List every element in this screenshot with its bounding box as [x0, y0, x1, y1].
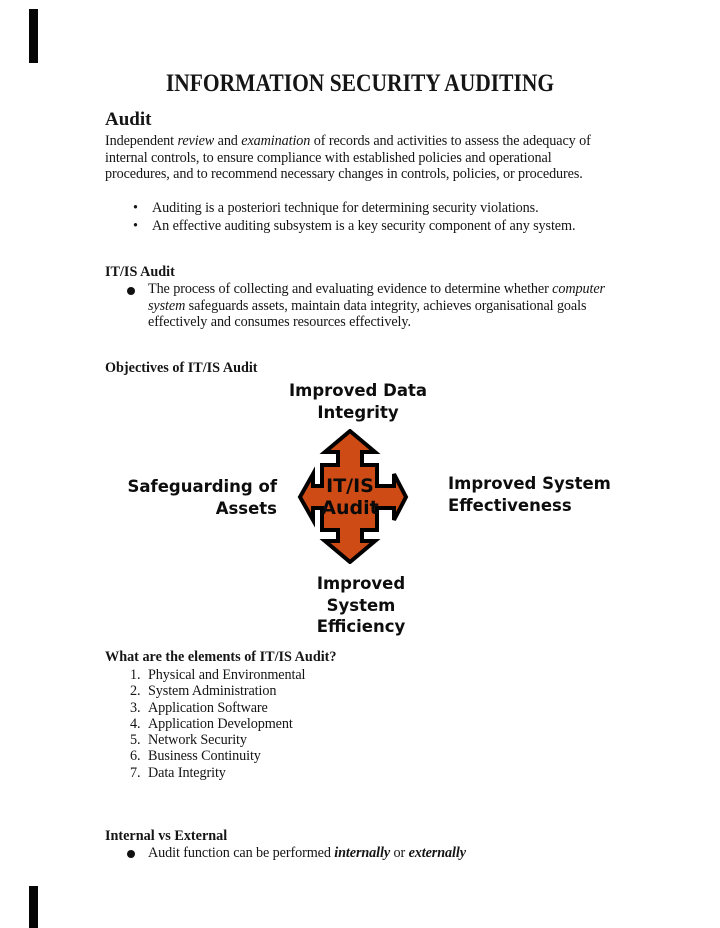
elements-numbered-list — [105, 667, 305, 781]
diagram-label-left: Safeguarding of Assets — [127, 477, 277, 518]
list-item: 4. Application Development — [130, 715, 293, 732]
bullet-dot — [127, 287, 135, 295]
list-item: 7. Data Integrity — [130, 764, 226, 781]
elements-heading: What are the elements of IT/IS Audit? — [105, 649, 337, 665]
objectives-heading: Objectives of IT/IS Audit — [105, 360, 258, 376]
diagram-label-top: Improved Data Integrity — [289, 381, 427, 422]
page-title: INFORMATION SECURITY AUDITING — [165, 70, 555, 97]
audit-bullet-list — [105, 199, 575, 235]
internal-external-heading: Internal vs External — [105, 828, 228, 844]
bullet-item: • An effective auditing subsystem is a key security component of any system. — [105, 217, 575, 235]
itis-audit-heading: IT/IS Audit — [105, 264, 175, 280]
itis-bullet-text: The process of collecting and evaluating evidence to determine whether computer system safeguards assets, maintain data integrity, achieves organisational goals effectively and consumes resources effectively. — [148, 281, 605, 331]
scan-artifact-top — [29, 9, 38, 63]
scan-artifact-bottom — [29, 886, 38, 928]
list-item: 2. System Administration — [130, 683, 277, 700]
list-item: 6. Business Continuity — [130, 748, 261, 765]
diagram-label-right: Improved System Effectiveness — [448, 474, 611, 515]
list-item: 3. Application Software — [130, 699, 268, 716]
internal-external-bullet-text: Audit function can be performed internally or externally — [148, 845, 466, 861]
list-item: 1. Physical and Environmental — [130, 667, 306, 683]
audit-heading: Audit — [105, 109, 152, 130]
diagram-label-bottom: Improved System Efficiency — [316, 574, 406, 636]
bullet-dot: • — [133, 200, 138, 216]
audit-paragraph: Independent review and examination of records and activities to assess the adequacy of internal controls, to ensure compliance with established policies and operational procedures, and to recommend necessary changes in controls, policies, or procedures. — [105, 133, 591, 183]
list-item: 5. Network Security — [130, 732, 247, 749]
bullet-item: • Auditing is a posteriori technique for determining security violations. — [105, 199, 575, 217]
bullet-dot — [127, 850, 135, 858]
bullet-dot: • — [133, 218, 138, 234]
internal-external-bullet — [105, 845, 466, 862]
diagram-center-label: IT/IS Audit — [321, 475, 379, 519]
itis-audit-bullet — [105, 281, 605, 331]
